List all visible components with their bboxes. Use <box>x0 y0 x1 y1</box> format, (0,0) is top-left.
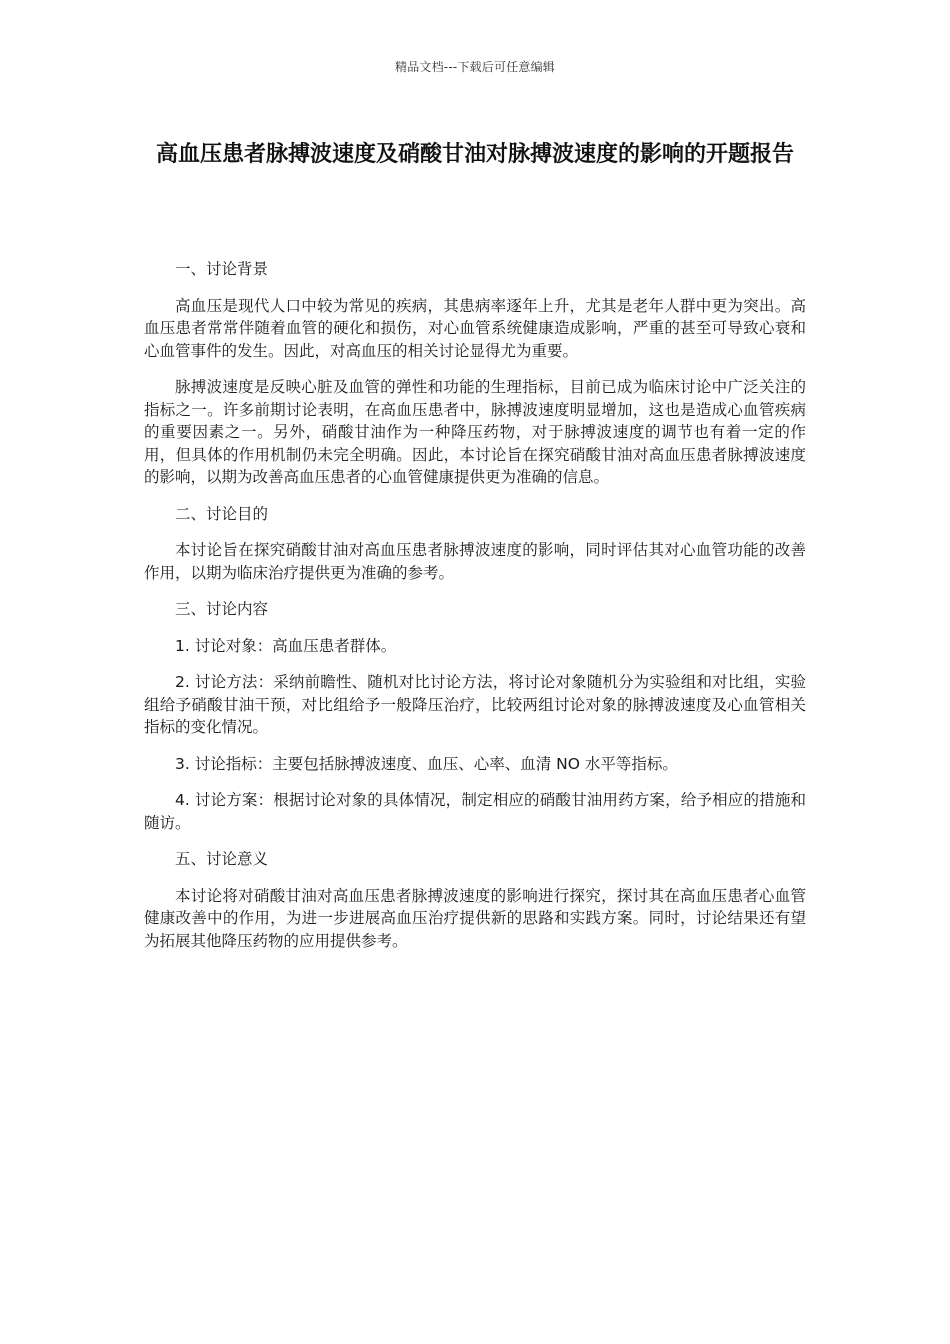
section-heading-purpose: 二、讨论目的 <box>175 504 269 523</box>
document-title: 高血压患者脉搏波速度及硝酸甘油对脉搏波速度的影响的开题报告 <box>155 142 794 167</box>
content-item-3: 3. 讨论指标：主要包括脉搏波速度、血压、心率、血清 NO 水平等指标。 <box>175 754 678 773</box>
content-item-1: 1. 讨论对象：高血压患者群体。 <box>175 636 397 655</box>
section-heading-significance: 五、讨论意义 <box>175 850 269 868</box>
purpose-paragraph: 本讨论旨在探究硝酸甘油对高血压患者脉搏波速度的影响，同时评估其对心血管功能的改善作用，以期为临床治疗提供更为准确的参考。 <box>144 541 806 582</box>
significance-paragraph: 本讨论将对硝酸甘油对高血压患者脉搏波速度的影响进行探究，探讨其在高血压患者心血管健康改善中的作用，为进一步进展高血压治疗提供新的思路和实践方案。同时，讨论结果还有望为拓展其他降压药物的应用提供参考。 <box>144 886 806 950</box>
section-heading-background: 一、讨论背景 <box>175 260 269 278</box>
content-item-2: 2. 讨论方法：采纳前瞻性、随机对比讨论方法，将讨论对象随机分为实验组和对比组，实验组给予硝酸甘油干预，对比组给予一般降压治疗，比较两组讨论对象的脉搏波速度及心血管相关指标的变化情况。 <box>144 673 806 736</box>
background-paragraph-2: 脉搏波速度是反映心脏及血管的弹性和功能的生理指标，目前已成为临床讨论中广泛关注的指标之一。许多前期讨论表明，在高血压患者中，脉搏波速度明显增加，这也是造成心血管疾病的重要因素之一。另外，硝酸甘油作为一种降压药物，对于脉搏波速度的调节也有着一定的作用，但具体的作用机制仍未完全明确。因此，本讨论旨在探究硝酸甘油对高血压患者脉搏波速度的影响，以期为改善高血压患者的心血管健康提供更为准确的信息。 <box>144 378 806 486</box>
background-paragraph-1: 高血压是现代人口中较为常见的疾病，其患病率逐年上升，尤其是老年人群中更为突出。高血压患者常常伴随着血管的硬化和损伤，对心血管系统健康造成影响，严重的甚至可导致心衰和心血管事件的发生。因此，对高血压的相关讨论显得尤为重要。 <box>144 296 806 360</box>
section-heading-content: 三、讨论内容 <box>175 600 269 618</box>
header-note: 精品文档---下载后可任意编辑 <box>395 60 555 74</box>
document-body <box>144 258 806 966</box>
content-item-4: 4. 讨论方案：根据讨论对象的具体情况，制定相应的硝酸甘油用药方案，给予相应的措施和随访。 <box>144 791 806 832</box>
